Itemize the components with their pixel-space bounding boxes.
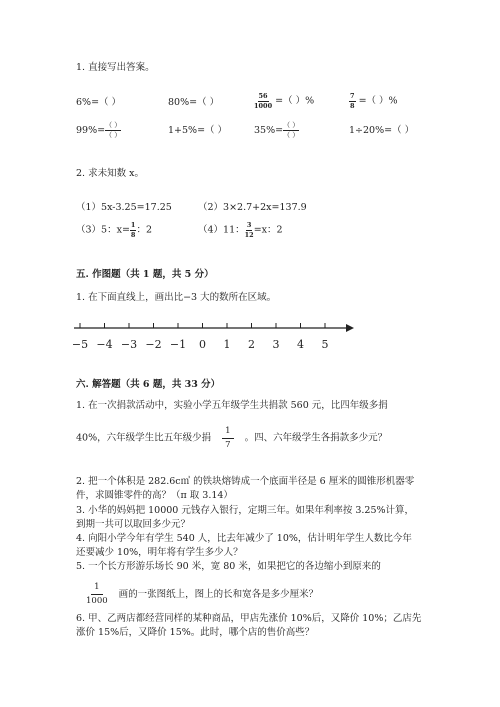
- s6-q2-line1: 2. 把一个体积是 282.6c㎥ 的铁块熔铸成一个底面半径是 6 厘米的圆锥形机器零: [76, 476, 415, 487]
- number-line-ticks: [80, 323, 325, 328]
- number-line-label: −2: [145, 338, 162, 351]
- blank-fraction: （ ） （ ）: [283, 121, 300, 139]
- q1-r2-c1: 99%= （ ） （ ）: [76, 121, 122, 139]
- section6-heading: 六. 解答题（共 6 题，共 33 分）: [76, 379, 221, 390]
- number-line-label: 5: [321, 338, 329, 351]
- s6-q1-line1: 1. 在一次捐款活动中，实验小学五年级学生共捐款 560 元，比四年级多捐: [76, 400, 388, 411]
- s6-q5-line2: $\frac{1}{1000}$ 画的一张图纸上，图上的长和宽各是多少厘米？: [86, 582, 319, 606]
- q2-p2: （2）3×2.7+2x=137.9: [198, 202, 307, 213]
- number-line: [70, 318, 360, 358]
- s6-q2-line2: 件，求圆锥零件的高？（π 取 3.14）: [76, 490, 233, 501]
- q1-r1-c3: $\frac{56}{1000}$ =（ ）%: [254, 92, 315, 110]
- blank-fraction: （ ） （ ）: [105, 121, 122, 139]
- fraction-1-7: $\frac{1}{7}$: [222, 427, 233, 449]
- q2-p4: （4）11： $\frac{3}{12}$ =x：2: [198, 221, 283, 239]
- q2-title: 2. 求未知数 x。: [76, 168, 144, 179]
- q1-r2-c2: 1+5%=（ ）: [168, 125, 228, 136]
- s6-q4-line2: 还要减少 10%，明年将有学生多少人？: [76, 547, 243, 558]
- q1-r1-c1: 6%=（ ）: [76, 97, 122, 108]
- number-line-label: 2: [248, 338, 255, 351]
- fraction-3-12: $\frac{3}{12}$: [244, 221, 254, 239]
- number-line-label: 3: [272, 338, 280, 351]
- number-line-labels: [72, 338, 329, 351]
- s6-q3-line2: 到期一共可以取回多少元？: [76, 519, 191, 530]
- number-line-label: 4: [297, 338, 304, 351]
- s6-q4-line1: 4. 向阳小学今年有学生 540 人，比去年减少了 10%，估计明年学生人数比今年: [76, 533, 412, 544]
- q1-r2-c4: 1÷20%=（ ）: [349, 125, 415, 136]
- q2-p3: （3）5：x= $\frac{1}{8}$ ：2: [76, 221, 152, 239]
- s6-q6-line1: 6. 甲、乙两店都经营同样的某种商品，甲店先涨价 10%后，又降价 10%；乙店先: [76, 613, 422, 624]
- q1-r2-c3: 35%= （ ） （ ）: [254, 121, 300, 139]
- q1-r1-c2: 80%=（ ）: [168, 97, 220, 108]
- number-line-label: 1: [223, 338, 231, 351]
- s6-q1-line2: 40%，六年级学生比五年级少捐 $\frac{1}{7}$ 。四、六年级学生各捐款多少元？: [76, 426, 388, 450]
- s6-q6-line2: 涨价 15%后，又降价 15%。此时，哪个店的售价高些？: [76, 627, 315, 638]
- q2-p1: （1）5x-3.25=17.25: [76, 202, 172, 213]
- number-line-label: −3: [120, 338, 138, 351]
- q1-title: 1. 直接写出答案。: [76, 62, 155, 73]
- number-line-label: 0: [199, 338, 206, 351]
- fraction-56-1000: $\frac{56}{1000}$: [254, 92, 273, 110]
- fraction-1-8: $\frac{1}{8}$: [130, 221, 136, 239]
- number-line-label: −4: [96, 338, 113, 351]
- s6-q3-line1: 3. 小华的妈妈把 10000 元钱存入银行，定期三年。如果年利率按 3.25%计算，: [76, 505, 415, 516]
- section5-q1: 1. 在下面直线上，画出比−3 大的数所在区域。: [76, 292, 277, 303]
- number-line-label: −5: [71, 338, 89, 351]
- q1-r1-c4: $\frac{7}{8}$ =（ ）%: [350, 92, 398, 110]
- number-line-label: −1: [169, 338, 187, 351]
- number-line-arrow-icon: [346, 324, 354, 332]
- fraction-1-1000: $\frac{1}{1000}$: [86, 582, 108, 606]
- section5-heading: 五. 作图题（共 1 题，共 5 分）: [76, 269, 214, 280]
- s6-q5-line1: 5. 一个长方形游乐场长 90 米，宽 80 米，如果把它的各边缩小到原来的: [76, 561, 381, 572]
- fraction-7-8: $\frac{7}{8}$: [350, 92, 355, 110]
